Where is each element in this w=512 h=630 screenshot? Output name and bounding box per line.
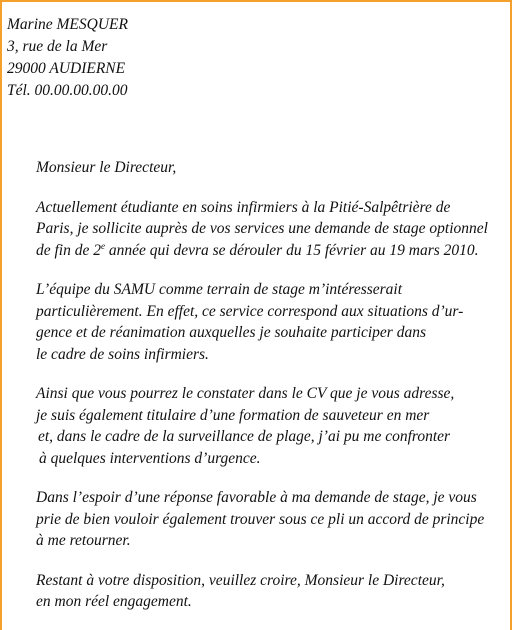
paragraph-line: je suis également titulaire d’une formation de sauveteur en mer: [36, 406, 430, 424]
paragraph-samu-interest: [36, 279, 506, 365]
paragraph-line: et, dans le cadre de la surveillance de plage, j’ai pu me confronter: [38, 428, 451, 445]
paragraph-line: le cadre de soins infirmiers.: [36, 345, 209, 363]
paragraph-line: Ainsi que vous pourrez le constater dans le CV que je vous adresse,: [36, 385, 455, 402]
paragraph-favorable-response: [36, 487, 506, 552]
sender-address-block: [7, 14, 128, 102]
paragraph-line-part: année qui devra se dérouler du 15 février au 19 mars 2010.: [105, 241, 479, 259]
paragraph-line: à quelques interventions d’urgence.: [39, 449, 261, 467]
paragraph-line: Dans l’espoir d’une réponse favorable à ma demande de stage, je vous: [36, 489, 477, 506]
paragraph-line-part: de fin de 2: [36, 241, 101, 259]
sender-city: 29000 AUDIERNE: [7, 60, 126, 77]
salutation: Monsieur le Directeur,: [36, 159, 177, 176]
paragraph-line: [36, 240, 506, 262]
sender-street: 3, rue de la Mer: [7, 38, 108, 55]
paragraph-line: gence et de réanimation auxquelles je souhaite participer dans: [36, 324, 426, 341]
paragraph-line: particulièrement. En effet, ce service correspond aux situations d’ur-: [36, 302, 464, 320]
sender-name: Marine MESQUER: [7, 16, 128, 33]
paragraph-line: Actuellement étudiante en soins infirmiers à la Pitié-Salpêtrière de: [36, 198, 451, 216]
paragraph-line: L’équipe du SAMU comme terrain de stage m’intéresserait: [36, 281, 403, 298]
sender-phone: Tél. 00.00.00.00.00: [7, 82, 128, 99]
paragraph-line: Paris, je sollicite auprès de vos services une demande de stage optionnel: [36, 220, 488, 237]
paragraph-line: en mon réel engagement.: [36, 593, 192, 610]
paragraph-line: prie de bien vouloir également trouver sous ce pli un accord de principe: [36, 510, 485, 528]
ordinal-superscript: e: [101, 240, 105, 251]
paragraph-line: Restant à votre disposition, veuillez croire, Monsieur le Directeur,: [36, 571, 445, 589]
paragraph-line: à me retourner.: [36, 532, 131, 549]
paragraph-internship-request: [36, 197, 506, 262]
closing-formula: [36, 570, 506, 613]
paragraph-qualifications: [36, 383, 506, 469]
letter-body: [36, 157, 506, 613]
